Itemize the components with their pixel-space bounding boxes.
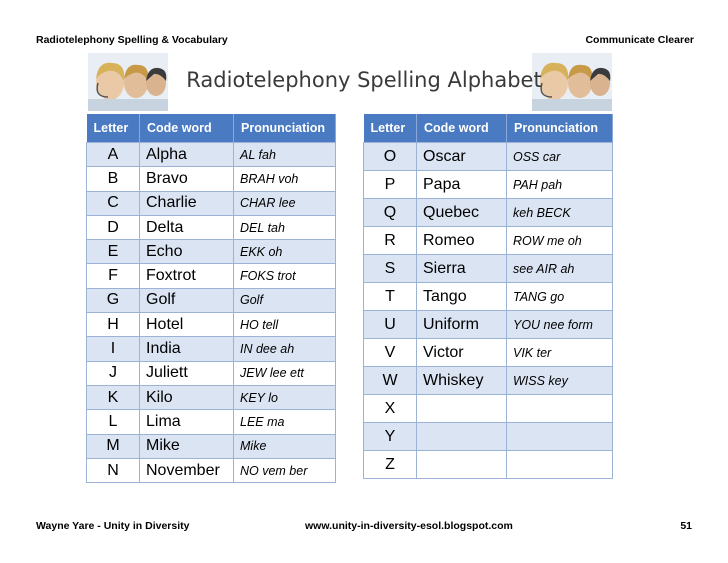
pronunciation-cell — [507, 423, 613, 451]
pronunciation-cell: ROW me oh — [507, 227, 613, 255]
letter-cell: W — [364, 367, 417, 395]
column-header-code-word: Code word — [140, 114, 234, 143]
table-row — [364, 227, 613, 255]
pronunciation-cell — [507, 451, 613, 479]
code-word-cell: Echo — [140, 240, 234, 264]
code-word-cell: Oscar — [417, 143, 507, 171]
letter-cell: G — [87, 288, 140, 312]
table-row — [87, 313, 336, 337]
table-row — [364, 451, 613, 479]
pronunciation-cell: WISS key — [507, 367, 613, 395]
table-row — [87, 191, 336, 215]
letter-cell: I — [87, 337, 140, 361]
table-row — [364, 199, 613, 227]
pronunciation-cell: Golf — [234, 288, 336, 312]
table-row — [364, 255, 613, 283]
letter-cell: A — [87, 143, 140, 167]
code-word-cell: Bravo — [140, 167, 234, 191]
letter-cell: C — [87, 191, 140, 215]
alphabet-table-a-to-n — [86, 114, 336, 483]
table-row — [364, 367, 613, 395]
table-row — [87, 240, 336, 264]
table-row — [87, 434, 336, 458]
code-word-cell: Delta — [140, 215, 234, 239]
column-header-pronunciation: Pronunciation — [234, 114, 336, 143]
table-row — [87, 264, 336, 288]
page-number: 51 — [680, 520, 692, 532]
table-row — [87, 167, 336, 191]
table-row — [87, 385, 336, 409]
table-row — [87, 288, 336, 312]
pronunciation-cell: EKK oh — [234, 240, 336, 264]
column-header-code-word: Code word — [417, 114, 507, 143]
table-header-row — [87, 114, 336, 143]
pronunciation-cell: YOU nee form — [507, 311, 613, 339]
column-header-letter: Letter — [87, 114, 140, 143]
letter-cell: J — [87, 361, 140, 385]
table-row — [87, 361, 336, 385]
letter-cell: T — [364, 283, 417, 311]
code-word-cell: Papa — [417, 171, 507, 199]
code-word-cell: Charlie — [140, 191, 234, 215]
code-word-cell: India — [140, 337, 234, 361]
table-row — [87, 215, 336, 239]
header-tagline: Communicate Clearer — [585, 34, 694, 46]
pronunciation-cell: IN dee ah — [234, 337, 336, 361]
pronunciation-cell: OSS car — [507, 143, 613, 171]
pronunciation-cell: PAH pah — [507, 171, 613, 199]
table-row — [364, 311, 613, 339]
letter-cell: K — [87, 385, 140, 409]
column-header-pronunciation: Pronunciation — [507, 114, 613, 143]
code-word-cell: Tango — [417, 283, 507, 311]
letter-cell: Q — [364, 199, 417, 227]
pronunciation-cell: see AIR ah — [507, 255, 613, 283]
pronunciation-cell: keh BECK — [507, 199, 613, 227]
letter-cell: P — [364, 171, 417, 199]
table-row — [364, 339, 613, 367]
letter-cell: V — [364, 339, 417, 367]
letter-cell: M — [87, 434, 140, 458]
footer-website: www.unity-in-diversity-esol.blogspot.com — [305, 520, 513, 532]
pronunciation-cell: DEL tah — [234, 215, 336, 239]
code-word-cell: Hotel — [140, 313, 234, 337]
pronunciation-cell: JEW lee ett — [234, 361, 336, 385]
pronunciation-cell: BRAH voh — [234, 167, 336, 191]
code-word-cell: Romeo — [417, 227, 507, 255]
letter-cell: B — [87, 167, 140, 191]
letter-cell: H — [87, 313, 140, 337]
letter-cell: N — [87, 458, 140, 482]
code-word-cell — [417, 395, 507, 423]
footer-author: Wayne Yare - Unity in Diversity — [36, 520, 190, 532]
letter-cell: L — [87, 410, 140, 434]
code-word-cell: Quebec — [417, 199, 507, 227]
pronunciation-cell: TANG go — [507, 283, 613, 311]
letter-cell: R — [364, 227, 417, 255]
code-word-cell: Mike — [140, 434, 234, 458]
letter-cell: Z — [364, 451, 417, 479]
letter-cell: E — [87, 240, 140, 264]
code-word-cell — [417, 451, 507, 479]
pronunciation-cell: AL fah — [234, 143, 336, 167]
letter-cell: F — [87, 264, 140, 288]
code-word-cell: Kilo — [140, 385, 234, 409]
table-row — [87, 458, 336, 482]
table-row — [364, 143, 613, 171]
code-word-cell: Sierra — [417, 255, 507, 283]
code-word-cell: Alpha — [140, 143, 234, 167]
pronunciation-cell: KEY lo — [234, 385, 336, 409]
pronunciation-cell: FOKS trot — [234, 264, 336, 288]
letter-cell: O — [364, 143, 417, 171]
alphabet-table-o-to-z — [363, 114, 613, 479]
table-header-row — [364, 114, 613, 143]
letter-cell: U — [364, 311, 417, 339]
code-word-cell: Foxtrot — [140, 264, 234, 288]
code-word-cell: Lima — [140, 410, 234, 434]
page-title: Radiotelephony Spelling Alphabet — [186, 68, 542, 92]
pronunciation-cell: NO vem ber — [234, 458, 336, 482]
pronunciation-cell: VIK ter — [507, 339, 613, 367]
letter-cell: S — [364, 255, 417, 283]
table-row — [364, 423, 613, 451]
letter-cell: X — [364, 395, 417, 423]
pronunciation-cell: CHAR lee — [234, 191, 336, 215]
pronunciation-cell: Mike — [234, 434, 336, 458]
table-row — [87, 337, 336, 361]
table-row — [87, 410, 336, 434]
pronunciation-cell: LEE ma — [234, 410, 336, 434]
header-document-title: Radiotelephony Spelling & Vocabulary — [36, 34, 228, 46]
table-row — [364, 171, 613, 199]
code-word-cell — [417, 423, 507, 451]
pronunciation-cell — [507, 395, 613, 423]
code-word-cell: Whiskey — [417, 367, 507, 395]
table-row — [364, 395, 613, 423]
pronunciation-cell: HO tell — [234, 313, 336, 337]
code-word-cell: Victor — [417, 339, 507, 367]
code-word-cell: Golf — [140, 288, 234, 312]
column-header-letter: Letter — [364, 114, 417, 143]
code-word-cell: Uniform — [417, 311, 507, 339]
table-row — [364, 283, 613, 311]
letter-cell: D — [87, 215, 140, 239]
table-row — [87, 143, 336, 167]
letter-cell: Y — [364, 423, 417, 451]
code-word-cell: November — [140, 458, 234, 482]
code-word-cell: Juliett — [140, 361, 234, 385]
